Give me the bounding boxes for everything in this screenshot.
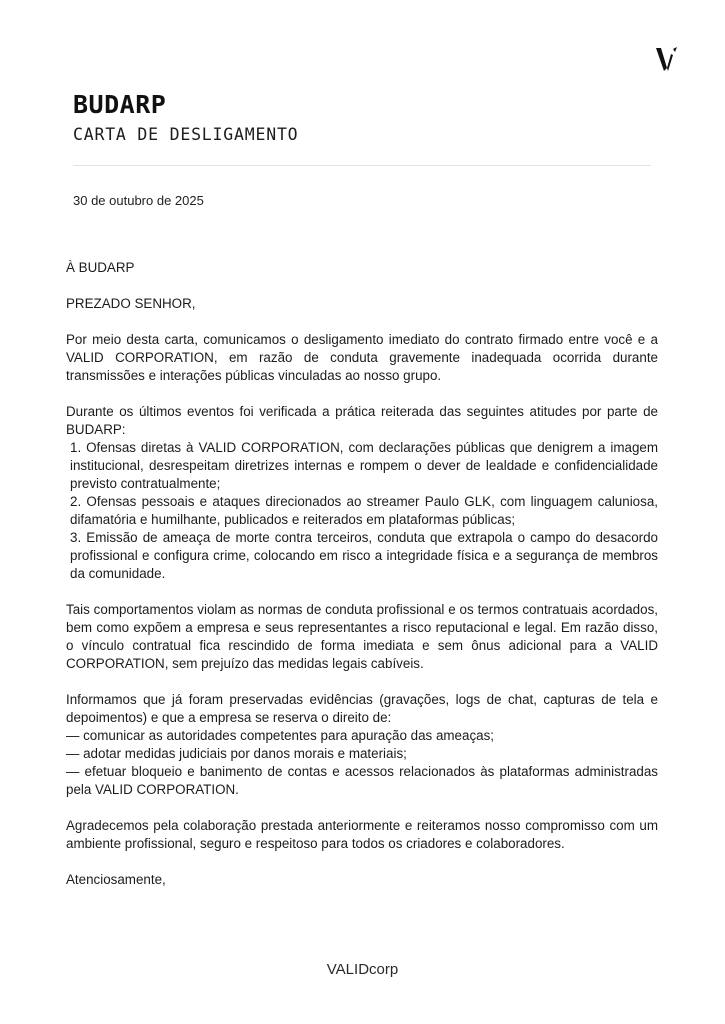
header-divider <box>73 165 651 166</box>
letter-date: 30 de outubro de 2025 <box>73 193 204 208</box>
offense-item: 2. Ofensas pessoais e ataques direcionados ao streamer Paulo GLK, com linguagem caluniosa, difamatória e humilhante, publicados e reiterados em plataformas públicas; <box>70 494 658 527</box>
salutation: PREZADO SENHOR, <box>66 296 196 311</box>
action-item: — efetuar bloqueio e banimento de contas e acessos relacionados às plataformas administradas pela VALID CORPORATION. <box>66 764 658 797</box>
paragraph-thanks: Agradecemos pela colaboração prestada anteriormente e reiteramos nosso compromisso com um ambiente profissional, seguro e respeitoso para todos os criadores e colaboradores. <box>66 818 658 851</box>
action-item: — comunicar as autoridades competentes para apuração das ameaças; <box>66 728 494 743</box>
letter-body <box>66 259 658 907</box>
offenses-intro: Durante os últimos eventos foi verificada a prática reiterada das seguintes atitudes por parte de BUDARP: <box>66 404 658 437</box>
paragraph-dismissal: Por meio desta carta, comunicamos o desligamento imediato do contrato firmado entre você e a VALID CORPORATION, em razão de conduta gravemente inadequada ocorrida durante transmissões e interações públicas vinculadas ao nosso grupo. <box>66 332 658 383</box>
offense-item: 3. Emissão de ameaça de morte contra terceiros, conduta que extrapola o campo do desacordo profissional e configura crime, colocando em risco a integridade física e a segurança de membros da comunidade. <box>70 530 658 581</box>
closing-line: Atenciosamente, <box>66 872 166 887</box>
company-name: BUDARP <box>73 90 167 119</box>
letter-header <box>73 90 298 146</box>
offenses-section <box>66 403 658 583</box>
rights-intro: Informamos que já foram preservadas evidências (gravações, logs de chat, capturas de tela e depoimentos) e que a empresa se reserva o direito de: <box>66 692 658 725</box>
action-item: — adotar medidas judiciais por danos morais e materiais; <box>66 746 407 761</box>
paragraph-consequences: Tais comportamentos violam as normas de conduta profissional e os termos contratuais acordados, bem como expõem a empresa e seus representantes a risco reputacional e legal. Em razão disso, o vínculo contratual fica rescindido de forma imediata e sem ônus adicional para a VALID CORPORATION, sem prejuízo das medidas legais cabíveis. <box>66 602 658 671</box>
recipient-line: À BUDARP <box>66 260 135 275</box>
document-title: CARTA DE DESLIGAMENTO <box>73 125 299 144</box>
footer-brand: VALIDcorp <box>326 961 399 978</box>
offense-item: 1. Ofensas diretas à VALID CORPORATION, com declarações públicas que denigrem a imagem institucional, desrespeitam diretrizes internas e rompem o dever de lealdade e confidencialidade previsto contratualmente; <box>70 440 658 491</box>
rights-section <box>66 691 658 799</box>
valid-logo-icon <box>654 44 680 72</box>
